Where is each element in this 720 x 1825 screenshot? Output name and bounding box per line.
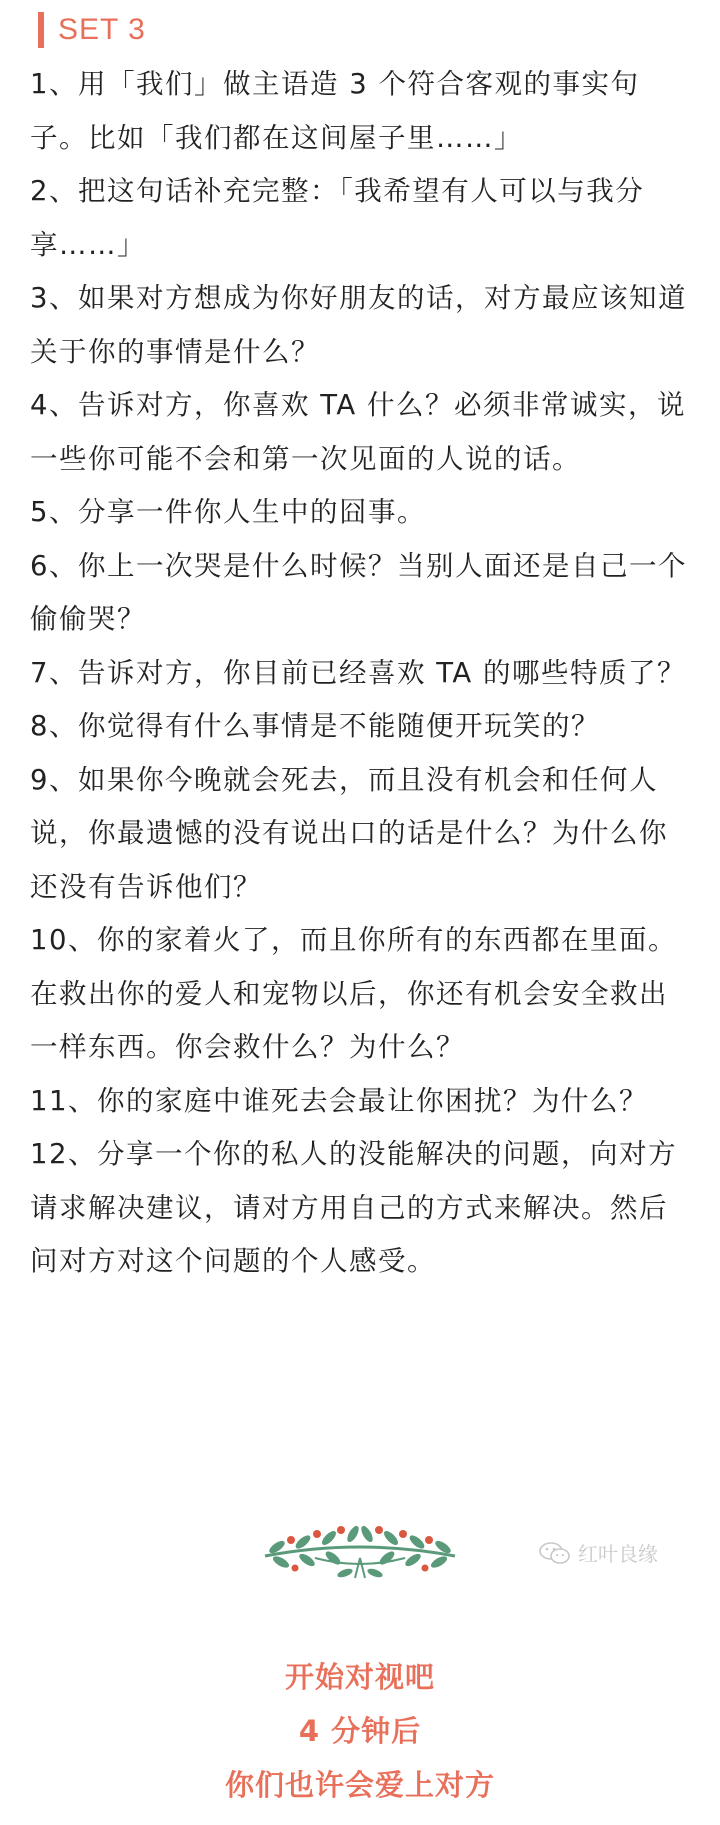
question-item: 8、你觉得有什么事情是不能随便开玩笑的？ <box>30 710 600 742</box>
accent-bar <box>38 12 44 48</box>
section-header <box>38 10 146 50</box>
section-title: SET 3 <box>58 13 146 46</box>
question-item: 3、如果对方想成为你好朋友的话，对方最应该知道关于你的事情是什么？ <box>30 282 687 368</box>
wechat-icon <box>538 1541 572 1565</box>
laurel-branch-icon <box>255 1518 465 1588</box>
question-item: 1、用「我们」做主语造 3 个符合客观的事实句子。比如「我们都在这间屋子里……」 <box>30 68 640 154</box>
question-item: 11、你的家庭中谁死去会最让你困扰？为什么？ <box>30 1084 648 1117</box>
question-item: 5、分享一件你人生中的囧事。 <box>30 496 426 528</box>
question-list <box>30 58 690 1289</box>
watermark <box>538 1538 658 1567</box>
question-item: 12、分享一个你的私人的没能解决的问题，向对方请求解决建议，请对方用自己的方式来解决。然后问对方对这个问题的个人感受。 <box>30 1138 677 1277</box>
closing-line: 开始对视吧 <box>284 1660 435 1694</box>
question-item: 9、如果你今晚就会死去，而且没有机会和任何人说，你最遗憾的没有说出口的话是什么？为什么你还没有告诉他们？ <box>30 763 668 903</box>
question-item: 6、你上一次哭是什么时候？当别人面还是自己一个偷偷哭？ <box>30 549 687 635</box>
closing-line: 你们也许会爱上对方 <box>224 1768 495 1802</box>
question-item: 4、告诉对方，你喜欢 TA 什么？必须非常诚实，说一些你可能不会和第一次见面的人说的话。 <box>30 389 686 475</box>
question-item: 2、把这句话补充完整：「我希望有人可以与我分享……」 <box>30 175 645 261</box>
watermark-text: 红叶良缘 <box>578 1542 658 1566</box>
question-item: 10、你的家着火了，而且你所有的东西都在里面。在救出你的爱人和宠物以后，你还有机会安全救出一样东西。你会救什么？为什么？ <box>30 924 677 1063</box>
question-item: 7、告诉对方，你目前已经喜欢 TA 的哪些特质了？ <box>30 656 686 689</box>
closing-message <box>0 1650 720 1812</box>
closing-line: 4 分钟后 <box>298 1714 422 1748</box>
